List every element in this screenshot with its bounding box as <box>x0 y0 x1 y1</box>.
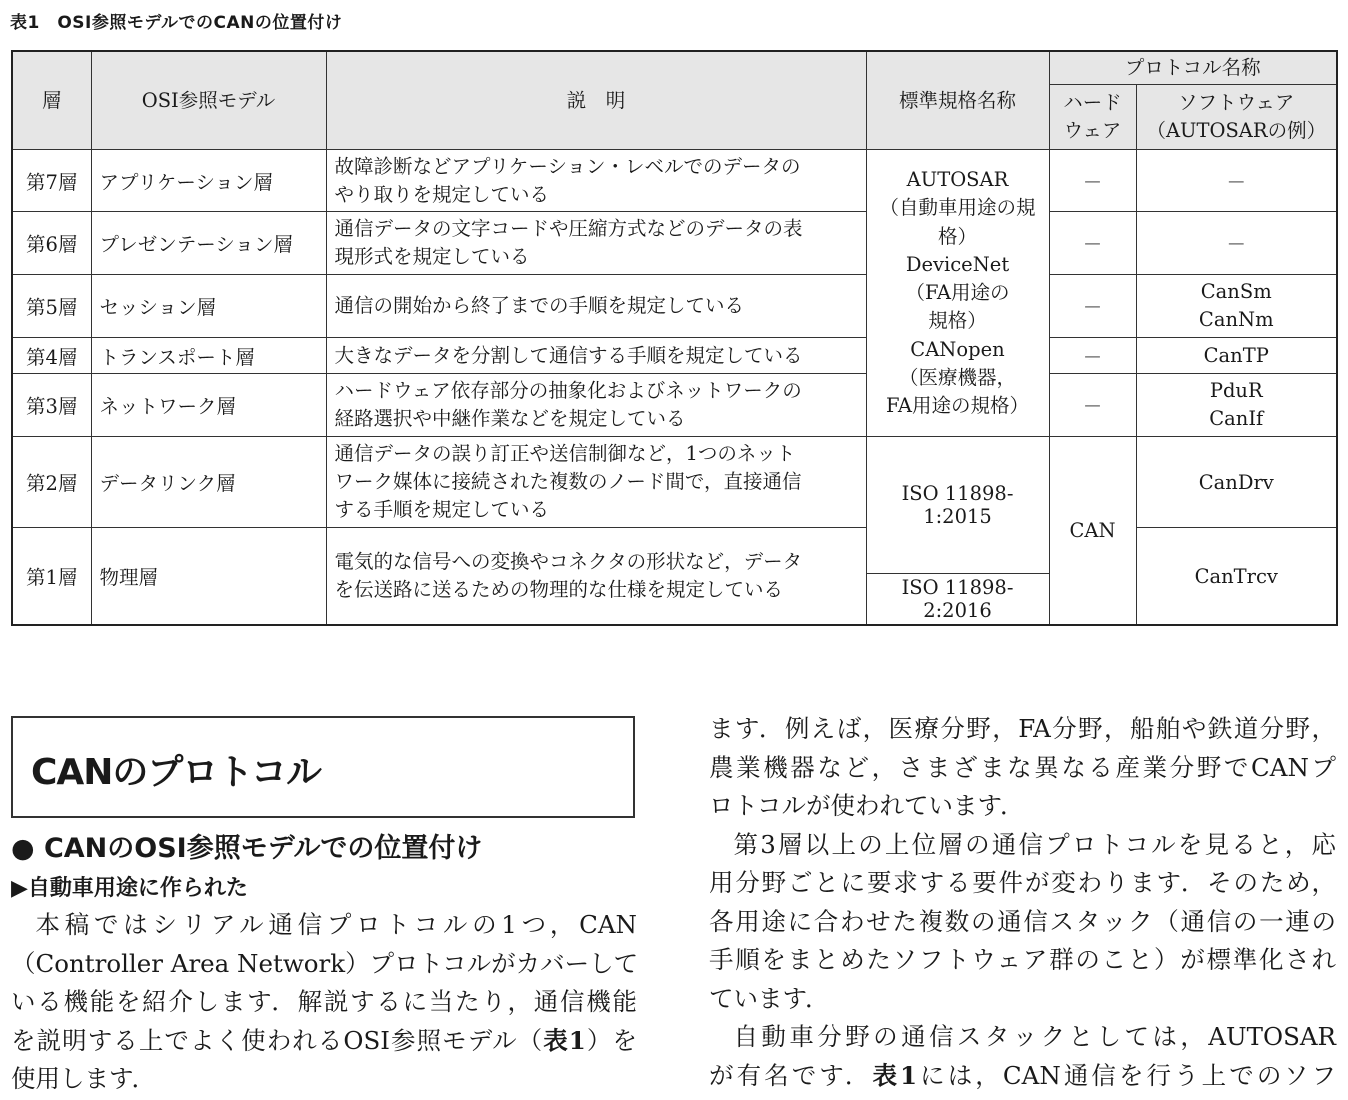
hardware-cell: － <box>1049 275 1136 338</box>
paragraph <box>11 906 637 1099</box>
model-cell: プレゼンテーション層 <box>91 212 326 275</box>
text-line: 用分野ごとに要求する要件が変わります．そのため， <box>709 868 1336 897</box>
text-line: 各用途に合わせた複数の通信スタック（通信の一連の <box>709 906 1336 936</box>
can-hardware-cell: CAN <box>1049 437 1136 626</box>
hardware-cell: － <box>1049 374 1136 437</box>
paragraph <box>709 1018 1336 1095</box>
layer-cell: 第4層 <box>12 338 91 374</box>
header-hardware: ハード ウェア <box>1049 85 1136 150</box>
table-row <box>12 437 1337 528</box>
header-osi-model: OSI参照モデル <box>91 51 326 150</box>
description-cell: 通信データの文字コードや圧縮方式などのデータの表 現形式を規定している <box>326 212 866 275</box>
osi-table <box>11 50 1338 626</box>
iso-2016-cell: ISO 11898-2:2016 <box>866 574 1049 626</box>
section-title-box <box>11 716 635 818</box>
text-line: 自動車分野の通信スタックとしては，AUTOSAR <box>733 1022 1336 1051</box>
model-cell: セッション層 <box>91 275 326 338</box>
text-line: ます．例えば，医療分野，FA分野，船舶や鉄道分野， <box>709 714 1336 743</box>
table-reference: 表1 <box>872 1060 918 1090</box>
text-line: 使用します． <box>11 1064 157 1093</box>
text-line: 本稿ではシリアル通信プロトコルの1つ，CAN <box>35 910 637 939</box>
software-cell: CanTP <box>1136 338 1337 374</box>
description-cell: 大きなデータを分割して通信する手順を規定している <box>326 338 866 374</box>
description-cell: 電気的な信号への変換やコネクタの形状など，データ を伝送路に送るための物理的な仕様を規定している <box>326 528 866 626</box>
model-cell: 物理層 <box>91 528 326 626</box>
right-column-text <box>709 710 1336 1095</box>
hardware-cell: － <box>1049 212 1136 275</box>
description-cell: ハードウェア依存部分の抽象化およびネットワークの 経路選択や中継作業などを規定している <box>326 374 866 437</box>
layer-cell: 第7層 <box>12 150 91 212</box>
text-line: を説明する上でよく使われるOSI参照モデル（表1）を <box>11 1025 637 1055</box>
layer-cell: 第2層 <box>12 437 91 528</box>
table-row <box>12 528 1337 574</box>
table-row <box>12 374 1337 437</box>
description-cell: 通信の開始から終了までの手順を規定している <box>326 275 866 338</box>
model-cell: トランスポート層 <box>91 338 326 374</box>
table-row <box>12 150 1337 212</box>
description-cell: 故障診断などアプリケーション・レベルでのデータの やり取りを規定している <box>326 150 866 212</box>
hardware-cell: － <box>1049 338 1136 374</box>
software-cell: CanDrv <box>1136 437 1337 528</box>
text-line: ロトコルが使われています． <box>709 791 1025 820</box>
text-line: （Controller Area Network）プロトコルがカバーして <box>11 948 639 978</box>
text-line: 農業機器など，さまざまな異なる産業分野でCANプ <box>709 752 1336 782</box>
text-line: 第3層以上の上位層の通信プロトコルを見ると，応 <box>733 829 1336 859</box>
section-heading: ● CANのOSI参照モデルでの位置付け <box>11 833 483 864</box>
table-row <box>12 212 1337 275</box>
software-cell: － <box>1136 150 1337 212</box>
layer-cell: 第3層 <box>12 374 91 437</box>
software-cell: CanTrcv <box>1136 528 1337 626</box>
text-line: いる機能を紹介します．解説するに当たり，通信機能 <box>11 987 637 1016</box>
paragraph <box>709 710 1336 826</box>
text-line: ています． <box>709 983 830 1013</box>
text-line: が有名です．表1には，CAN通信を行う上でのソフ <box>709 1060 1336 1090</box>
header-description: 説 明 <box>326 51 866 150</box>
model-cell: ネットワーク層 <box>91 374 326 437</box>
text-line: 手順をまとめたソフトウェア群のこと）が標準化され <box>709 945 1336 974</box>
table-row <box>12 338 1337 374</box>
table-header-row <box>12 51 1337 85</box>
section-title: CANのプロトコル <box>31 752 321 793</box>
hardware-cell: － <box>1049 150 1136 212</box>
upper-standards-cell: AUTOSAR （自動車用途の規 格） DeviceNet （FA用途の 規格） CANopen （医療機器， FA用途の規格） <box>866 150 1049 437</box>
software-cell: CanSm CanNm <box>1136 275 1337 338</box>
iso-2015-cell: ISO 11898-1:2015 <box>866 437 1049 574</box>
table-caption: 表1 OSI参照モデルでのCANの位置付け <box>10 13 343 33</box>
section-subheading: ▶自動車用途に作られた <box>11 876 248 901</box>
header-software: ソフトウェア （AUTOSARの例） <box>1136 85 1337 150</box>
header-layer: 層 <box>12 51 91 150</box>
model-cell: データリンク層 <box>91 437 326 528</box>
model-cell: アプリケーション層 <box>91 150 326 212</box>
software-cell: － <box>1136 212 1337 275</box>
left-column-text <box>11 906 637 1099</box>
header-standard: 標準規格名称 <box>866 51 1049 150</box>
description-cell: 通信データの誤り訂正や送信制御など，1つのネット ワーク媒体に接続された複数のノード間で，直接通信 する手順を規定している <box>326 437 866 528</box>
header-protocol-name: プロトコル名称 <box>1049 51 1337 85</box>
software-cell: PduR CanIf <box>1136 374 1337 437</box>
layer-cell: 第1層 <box>12 528 91 626</box>
table-row <box>12 275 1337 338</box>
table-reference: 表1 <box>543 1025 586 1055</box>
paragraph <box>709 826 1336 1019</box>
layer-cell: 第6層 <box>12 212 91 275</box>
layer-cell: 第5層 <box>12 275 91 338</box>
